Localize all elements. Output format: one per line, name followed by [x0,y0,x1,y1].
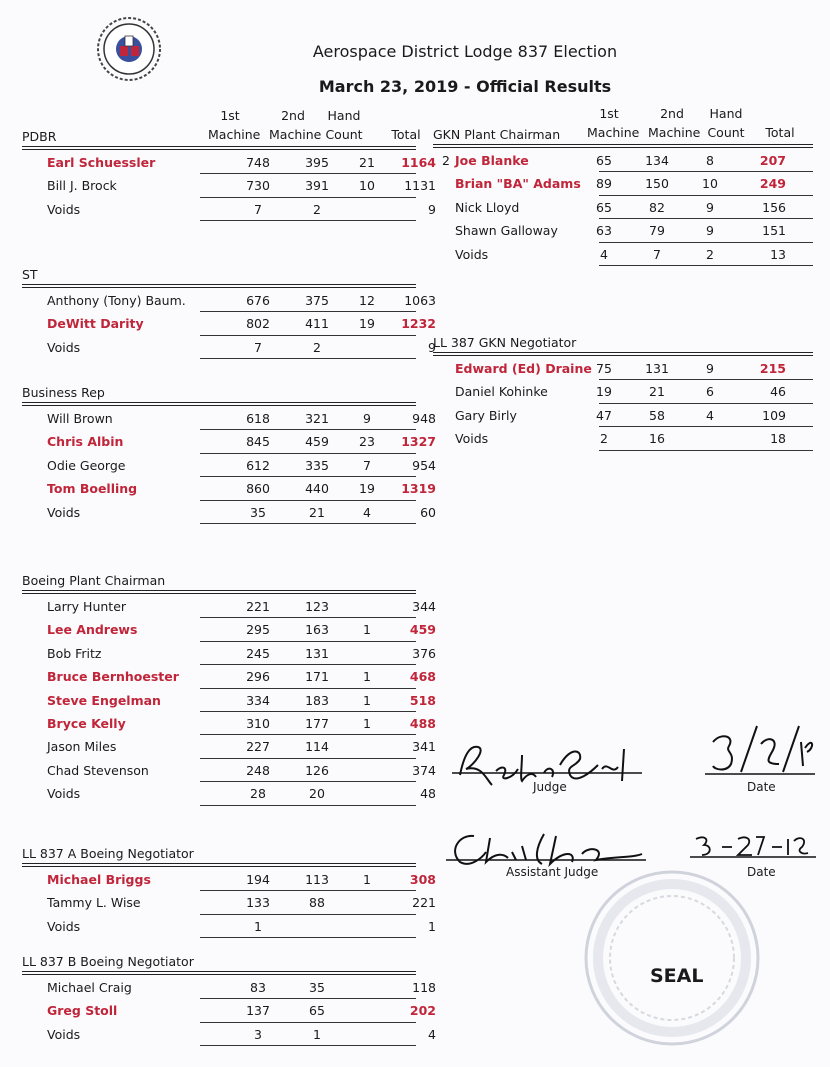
first-machine-count: 63 [596,223,612,239]
total-count: 488 [409,715,436,731]
judge-date-handwritten [705,722,815,782]
total-count: 13 [770,246,786,262]
candidate-name [47,312,144,335]
candidate-label: Nick Lloyd [455,199,520,215]
first-machine-count: 47 [596,407,612,423]
second-machine-count: 131 [305,645,329,661]
section-title: LL 837 B Boeing Negotiator [22,954,194,969]
result-row [22,336,436,359]
result-row [433,243,813,266]
results-section [433,106,813,266]
result-row [22,501,436,524]
row-rule [599,450,813,451]
candidate-label: Gary Birly [455,407,517,423]
candidate-name [47,642,102,665]
result-row [22,174,436,197]
result-row [22,289,436,312]
first-machine-count: 83 [250,980,266,995]
first-machine-count: 4 [600,246,608,262]
result-row [433,427,813,450]
result-row [22,618,436,641]
total-count: 341 [412,739,436,755]
section-title: Boeing Plant Chairman [22,573,166,588]
candidate-name [47,976,132,999]
candidate-name [47,712,126,735]
second-machine-count: 171 [305,669,329,685]
candidate-name [455,357,592,380]
candidate-label: Voids [47,1026,81,1042]
candidate-name [47,477,137,500]
result-row [433,149,813,172]
results-section [22,937,436,1046]
result-row [22,477,436,500]
candidate-label: Brian "BA" Adams [455,176,581,192]
column-header: Hand Count [707,106,745,140]
candidate-name [47,289,186,312]
result-row [433,196,813,219]
second-machine-count: 131 [645,361,669,376]
candidate-label: Voids [47,201,81,217]
column-header: 2nd Machine [648,106,701,140]
result-row [22,1023,436,1046]
first-machine-count: 612 [246,457,270,473]
candidate-label: Voids [47,918,81,934]
candidate-label: Chris Albin [47,434,124,450]
candidate-name [47,430,123,453]
total-count: 1063 [404,293,436,308]
column-header: Total [391,127,421,142]
total-count: 60 [420,504,436,520]
second-machine-count: 82 [649,199,665,215]
second-machine-count: 35 [309,980,325,995]
second-machine-count: 459 [305,434,329,450]
total-count: 118 [412,980,436,995]
result-row [22,759,436,782]
total-count: 249 [759,176,786,192]
first-machine-count: 137 [246,1003,270,1019]
row-rule [200,805,416,806]
result-row [433,172,813,195]
hand-count: 9 [706,223,714,239]
total-count: 156 [762,199,786,215]
total-count: 9 [428,201,436,217]
result-row [22,976,436,999]
candidate-label: Earl Schuessler [47,155,156,170]
total-count: 1164 [401,155,436,170]
candidate-name [47,336,80,359]
candidate-label: Michael Craig [47,980,132,995]
candidate-label: Tammy L. Wise [47,895,141,911]
total-count: 202 [409,1003,436,1019]
candidate-name [455,196,519,219]
candidate-label: Chad Stevenson [47,762,149,778]
first-machine-count: 618 [246,411,270,426]
first-machine-count: 845 [246,434,270,450]
column-header: Total [765,125,795,140]
total-count: 1232 [401,316,436,332]
candidate-name [455,427,488,450]
candidate-label: Joe Blanke [455,153,529,168]
total-count: 954 [412,457,436,473]
section-header [433,106,813,145]
result-row [22,735,436,758]
result-row [22,430,436,453]
result-row [22,407,436,430]
first-machine-count: 802 [246,316,270,332]
judge-label: Judge [533,780,567,794]
candidate-name [47,454,125,477]
row-rule [200,220,416,221]
second-machine-count: 123 [305,599,329,614]
total-count: 151 [762,223,786,239]
first-machine-count: 194 [246,872,270,887]
row-rule [200,523,416,524]
total-count: 1319 [401,481,436,497]
second-machine-count: 126 [305,762,329,778]
section-header [22,108,421,147]
candidate-label: Bryce Kelly [47,715,126,731]
assistant-judge-signature [446,828,646,870]
second-machine-count: 2 [313,201,321,217]
candidate-name [47,735,116,758]
second-machine-count: 113 [305,872,329,887]
total-count: 9 [428,339,436,355]
hand-count: 10 [702,176,718,192]
first-machine-count: 1 [254,918,262,934]
second-machine-count: 1 [313,1026,321,1042]
first-machine-count: 221 [246,599,270,614]
hand-count: 1 [363,622,371,638]
first-machine-count: 296 [246,669,270,685]
candidate-label: Bob Fritz [47,645,102,661]
first-machine-count: 334 [246,692,270,708]
result-row [22,595,436,618]
section-title: ST [22,267,38,282]
candidate-label: Anthony (Tony) Baum. [47,293,186,308]
document-title: Aerospace District Lodge 837 Election [312,42,618,61]
hand-count: 2 [706,246,714,262]
second-machine-count: 16 [649,431,665,447]
section-header [22,829,416,864]
first-machine-count: 89 [596,176,612,192]
hand-count: 8 [706,153,714,168]
results-section [22,368,436,524]
date-label-2: Date [747,865,776,879]
result-row [22,642,436,665]
hand-count: 4 [706,407,714,423]
first-machine-count: 227 [246,739,270,755]
document-subtitle: March 23, 2019 - Official Results [318,77,612,96]
first-machine-count: 245 [246,645,270,661]
first-machine-count: 2 [600,431,608,447]
candidate-name [47,915,80,938]
second-machine-count: 7 [653,246,661,262]
candidate-name [47,782,80,805]
total-count: 308 [409,872,436,887]
total-count: 344 [412,599,436,614]
second-machine-count: 20 [309,786,325,802]
result-row [22,782,436,805]
total-count: 207 [759,153,786,168]
total-count: 1 [428,918,436,934]
candidate-label: Odie George [47,457,126,473]
results-section [22,556,436,806]
second-machine-count: 335 [305,457,329,473]
candidate-name [455,219,558,242]
first-machine-count: 295 [246,622,270,638]
embossed-seal [582,868,762,1048]
results-section [22,108,436,221]
total-count: 18 [770,431,786,447]
section-title: Business Rep [22,385,105,400]
section-header [433,318,813,353]
second-machine-count: 79 [649,223,665,239]
second-machine-count: 395 [305,155,329,170]
result-row [22,312,436,335]
second-machine-count: 411 [305,316,329,332]
second-machine-count: 163 [305,622,329,638]
total-count: 215 [759,361,786,376]
candidate-name [47,174,117,197]
result-row [22,198,436,221]
candidate-label: Steve Engelman [47,692,161,708]
second-machine-count: 2 [313,339,321,355]
row-rule [599,265,813,266]
candidate-label: Greg Stoll [47,1003,118,1019]
hand-count: 19 [359,481,375,497]
candidate-name [47,501,80,524]
candidate-label: Voids [455,246,489,262]
hand-count: 4 [363,504,371,520]
second-machine-count: 321 [305,411,329,426]
hand-count: 1 [363,715,371,731]
result-row [22,915,436,938]
candidate-label: Voids [47,786,81,802]
assistant-judge-label: Assistant Judge [506,865,599,879]
second-machine-count: 150 [645,176,669,192]
candidate-label: Jason Miles [47,739,117,755]
candidate-label: Larry Hunter [47,599,127,614]
second-machine-count: 65 [309,1003,325,1019]
results-section [22,829,436,938]
result-row [433,404,813,427]
first-machine-count: 860 [246,481,270,497]
first-machine-count: 3 [254,1026,262,1042]
candidate-name [47,759,149,782]
first-machine-count: 28 [250,786,266,802]
second-machine-count: 375 [305,293,329,308]
candidate-label: Voids [47,339,81,355]
candidate-name [47,151,155,174]
seal-label: SEAL [650,965,704,987]
second-machine-count: 440 [305,481,329,497]
candidate-label: Lee Andrews [47,622,138,638]
candidate-name [47,198,80,221]
hand-count: 23 [359,434,375,450]
second-machine-count: 391 [305,178,329,194]
hand-count: 21 [359,155,375,170]
candidate-name [455,243,488,266]
candidate-name [47,1023,80,1046]
column-header: 1st Machine [587,106,640,140]
result-row [22,868,436,891]
second-machine-count: 177 [305,715,329,731]
row-rule [200,358,416,359]
hand-count: 9 [363,411,371,426]
total-count: 518 [409,692,436,708]
candidate-name [455,172,581,195]
column-header: 1st Machine [208,108,261,142]
first-machine-count: 65 [596,199,612,215]
candidate-name [47,999,117,1022]
total-count: 109 [762,407,786,423]
candidate-name [47,595,126,618]
first-machine-count: 748 [246,155,270,170]
total-count: 48 [420,786,436,802]
candidate-label: Daniel Kohinke [455,384,548,400]
total-count: 4 [428,1026,436,1042]
assistant-judge-date-handwritten [690,833,816,861]
date-label: Date [747,780,776,794]
candidate-name [442,149,529,172]
candidate-label: Michael Briggs [47,872,151,887]
result-row [22,151,436,174]
first-machine-count: 133 [246,895,270,911]
result-row [22,891,436,914]
hand-count: 10 [359,178,375,194]
hand-count: 19 [359,316,375,332]
candidate-name [47,868,151,891]
result-row [22,689,436,712]
result-row [433,357,813,380]
first-machine-count: 248 [246,762,270,778]
section-header [22,250,416,285]
candidate-name [47,407,113,430]
result-row [433,219,813,242]
second-machine-count: 114 [305,739,329,755]
second-machine-count: 134 [645,153,669,168]
first-machine-count: 7 [254,201,262,217]
total-count: 1327 [401,434,436,450]
candidate-name [455,404,517,427]
candidate-label: Edward (Ed) Draine [455,361,592,376]
total-count: 468 [409,669,436,685]
result-row [22,665,436,688]
second-machine-count: 88 [309,895,325,911]
hand-count: 1 [363,872,371,887]
section-title: LL 387 GKN Negotiator [433,335,577,350]
candidate-label: DeWitt Darity [47,316,144,332]
total-count: 221 [412,895,436,911]
second-machine-count: 21 [309,504,325,520]
total-count: 374 [412,762,436,778]
first-machine-count: 310 [246,715,270,731]
candidate-label: Shawn Galloway [455,223,558,239]
first-machine-count: 75 [596,361,612,376]
column-header: 2nd Machine [269,108,322,142]
section-title: LL 837 A Boeing Negotiator [22,846,194,861]
candidate-label: Bruce Bernhoester [47,669,179,685]
hand-count: 9 [706,361,714,376]
section-title: PDBR [22,129,57,144]
section-header [22,937,416,972]
first-machine-count: 35 [250,504,266,520]
first-machine-count: 19 [596,384,612,400]
result-row [433,380,813,403]
total-count: 46 [770,384,786,400]
results-section [22,250,436,359]
section-header [22,556,416,591]
candidate-name [455,380,548,403]
hand-count: 1 [363,669,371,685]
section-title: GKN Plant Chairman [433,127,561,142]
hand-count: 9 [706,199,714,215]
first-machine-count: 676 [246,293,270,308]
first-machine-count: 7 [254,339,262,355]
candidate-name [47,891,141,914]
total-count: 948 [412,411,436,426]
candidate-label: Will Brown [47,411,113,426]
hand-count: 1 [363,692,371,708]
candidate-name [47,689,161,712]
results-section [433,318,813,451]
candidate-label: Bill J. Brock [47,178,117,194]
first-machine-count: 65 [596,153,612,168]
row-rule [200,1045,416,1046]
hand-count: 6 [706,384,714,400]
second-machine-count: 183 [305,692,329,708]
candidate-label: Tom Boelling [47,481,138,497]
candidate-label: Voids [47,504,81,520]
total-count: 459 [409,622,436,638]
total-count: 376 [412,645,436,661]
hand-count: 12 [359,293,375,308]
section-header [22,368,416,403]
result-row [22,999,436,1022]
column-header: Hand Count [325,108,363,142]
second-machine-count: 21 [649,384,665,400]
result-row [22,454,436,477]
first-machine-count: 730 [246,178,270,194]
result-row [22,712,436,735]
candidate-name [47,618,137,641]
candidate-name [47,665,179,688]
candidate-label: Voids [455,431,489,447]
total-count: 1131 [404,178,436,194]
candidate-prefix: 2 [442,153,450,168]
second-machine-count: 58 [649,407,665,423]
hand-count: 7 [363,457,371,473]
